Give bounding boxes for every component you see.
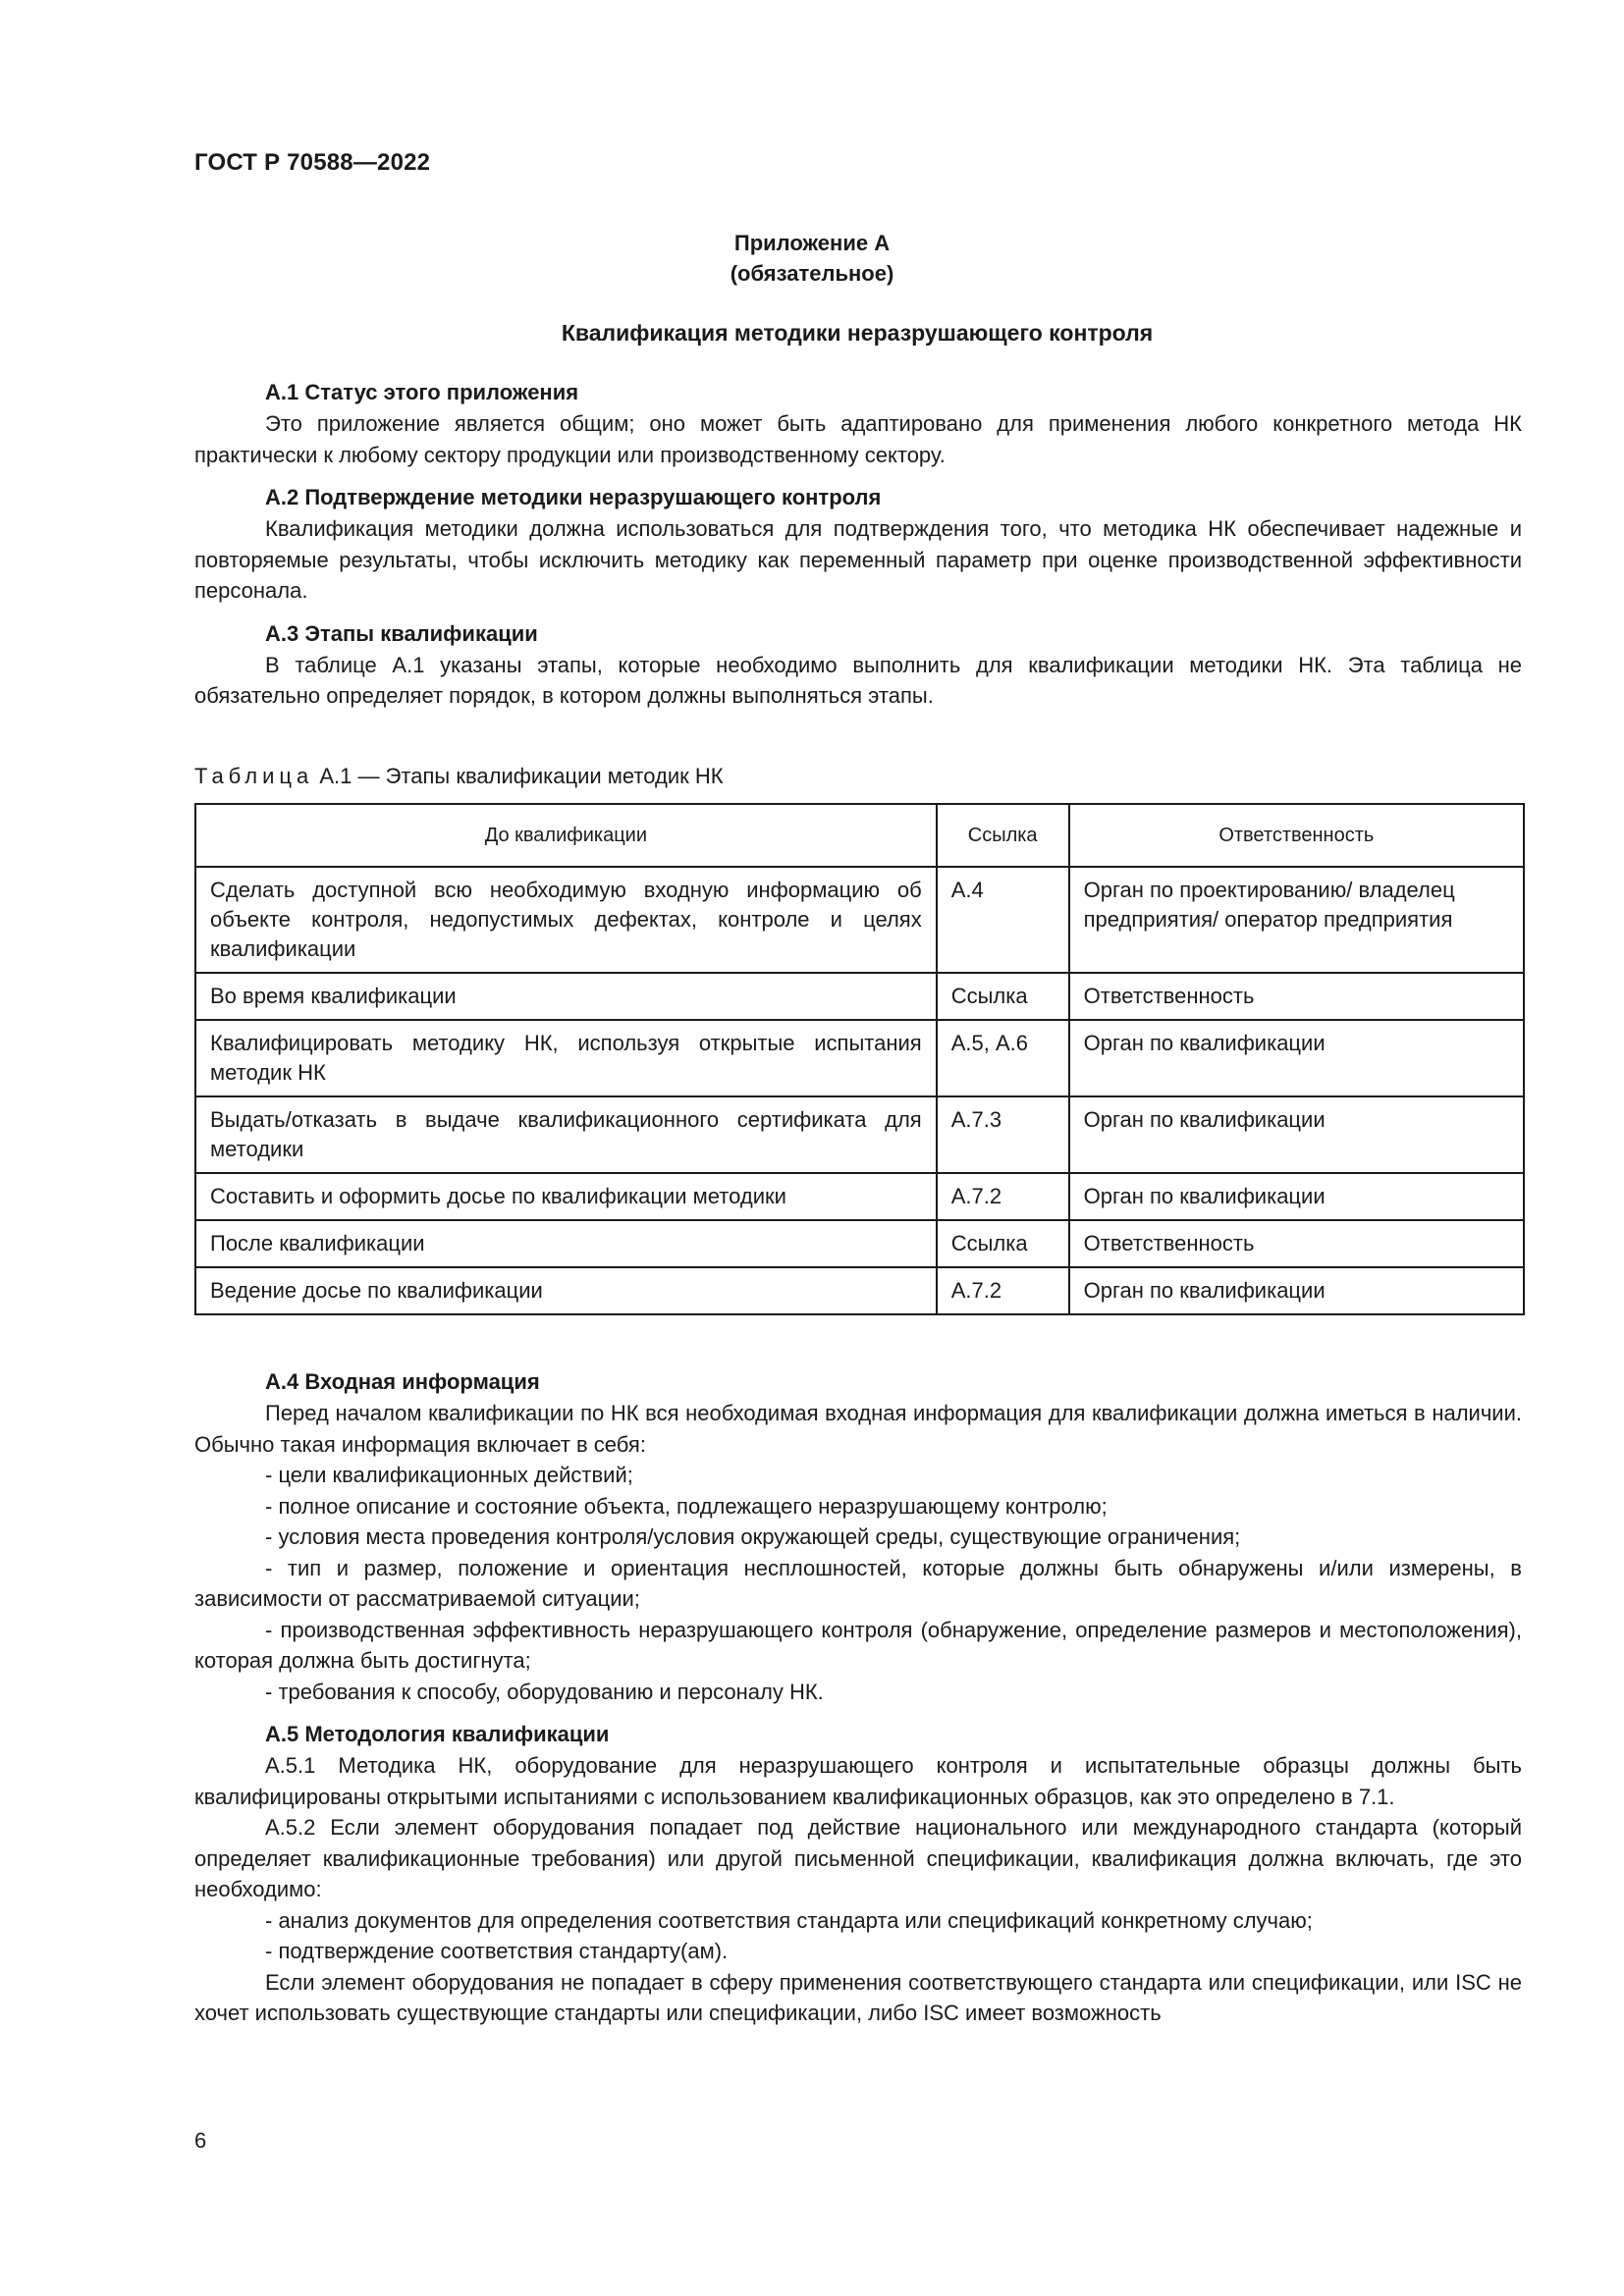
table-cell-step: После квалификации: [195, 1220, 937, 1267]
document-code: ГОСТ Р 70588—2022: [194, 149, 431, 176]
table-cell-reference: А.7.2: [937, 1173, 1069, 1220]
table-caption: [194, 764, 724, 789]
appendix-title: Квалификация методики неразрушающего контроля: [561, 320, 1154, 346]
table-cell-step: Сделать доступной всю необходимую входную информацию об объекте контроля, недопустимых дефектах, контроле и целях квалификации: [195, 867, 937, 973]
column-header-responsibility: Ответственность: [1069, 804, 1524, 867]
page-number: 6: [194, 2128, 207, 2153]
section-a4-intro: Перед началом квалификации по НК вся необходимая входная информация для квалификации должна иметься в наличии. Обычно такая информация включает в себя:: [194, 1401, 1522, 1457]
table-cell-step: Квалифицировать методику НК, используя открытые испытания методик НК: [195, 1020, 937, 1096]
section-a5-paragraph-1: А.5.1 Методика НК, оборудование для неразрушающего контроля и испытательные образцы должны быть квалифицированы открытыми испытаниями с использованием квалификационных образцов, как это определено в 7.1.: [194, 1753, 1522, 1809]
table-row: [195, 1096, 1524, 1173]
section-a1-heading: А.1 Статус этого приложения: [265, 380, 579, 404]
section-a5-paragraph-2: А.5.2 Если элемент оборудования попадает под действие национального или международного стандарта (который определяет квалификационные требования) или другой письменной спецификации, квалификация должна включать, где это необходимо:: [194, 1815, 1522, 1901]
table-cell-reference: А.5, А.6: [937, 1020, 1069, 1096]
section-a3-heading: А.3 Этапы квалификации: [265, 620, 538, 646]
table-cell-reference: Ссылка: [937, 1220, 1069, 1267]
table-header-row: [195, 804, 1524, 867]
sections-a4-a5: [194, 1366, 1522, 2029]
table-cell-reference: А.7.3: [937, 1096, 1069, 1173]
table-cell-responsibility: Ответственность: [1069, 1220, 1524, 1267]
table-cell-responsibility: Орган по квалификации: [1069, 1096, 1524, 1173]
appendix-heading: [0, 228, 1624, 289]
table-cell-step: Ведение досье по квалификации: [195, 1267, 937, 1314]
table-cell-reference: Ссылка: [937, 973, 1069, 1020]
list-item: - производственная эффективность неразрушающего контроля (обнаружение, определение размеров и местоположения), которая должна быть достигнута;: [194, 1617, 1522, 1673]
section-a1-text: Это приложение является общим; оно может быть адаптировано для применения любого конкретного метода НК практически к любому сектору продукции или производственному сектору.: [194, 411, 1522, 467]
section-a2-text: Квалификация методики должна использоваться для подтверждения того, что методика НК обеспечивает надежные и повторяемые результаты, чтобы исключить методику как переменный параметр при оценке производственной эффективности персонала.: [194, 516, 1522, 603]
table-cell-step: Выдать/отказать в выдаче квалификационного сертификата для методики: [195, 1096, 937, 1173]
section-a5-paragraph-3: Если элемент оборудования не попадает в сферу применения соответствующего стандарта или спецификации, или ISC не хочет использовать существующие стандарты или спецификации, либо ISC имеет возможность: [194, 1969, 1522, 2025]
section-a4-heading: А.4 Входная информация: [265, 1369, 540, 1394]
list-item: - тип и размер, положение и ориентация несплошностей, которые должны быть обнаружены и/или измерены, в зависимости от рассматриваемой ситуации;: [194, 1555, 1522, 1611]
table-row: [195, 1267, 1524, 1314]
table-row: [195, 1220, 1524, 1267]
list-item: - требования к способу, оборудованию и персоналу НК.: [265, 1679, 824, 1704]
list-item: - анализ документов для определения соответствия стандарта или спецификаций конкретному случаю;: [265, 1907, 1313, 1933]
table-cell-reference: А.7.2: [937, 1267, 1069, 1314]
table-cell-responsibility: Ответственность: [1069, 973, 1524, 1020]
table-row: [195, 867, 1524, 973]
appendix-label: Приложение А: [733, 231, 891, 255]
list-item: - условия места проведения контроля/условия окружающей среды, существующие ограничения;: [265, 1524, 1241, 1549]
section-a2-heading: А.2 Подтверждение методики неразрушающего контроля: [265, 485, 882, 509]
appendix-status: (обязательное): [730, 261, 894, 286]
sections-a1-a3: [194, 377, 1522, 712]
table-caption-prefix: Таблица: [194, 764, 314, 788]
section-a3-text: В таблице А.1 указаны этапы, которые необходимо выполнить для квалификации методики НК. Эта таблица не обязательно определяет порядок, в котором должны выполняться этапы.: [194, 652, 1522, 708]
table-cell-responsibility: Орган по квалификации: [1069, 1173, 1524, 1220]
table-caption-text: А.1 — Этапы квалификации методик НК: [313, 764, 724, 788]
list-item: - подтверждение соответствия стандарту(ам).: [265, 1939, 729, 1963]
column-header-reference: Ссылка: [937, 804, 1069, 867]
table-row: [195, 1173, 1524, 1220]
list-item: - цели квалификационных действий;: [265, 1463, 633, 1487]
section-a5-heading: А.5 Методология квалификации: [265, 1722, 610, 1746]
table-cell-step: Во время квалификации: [195, 973, 937, 1020]
qualification-steps-table: [194, 803, 1525, 1315]
table-cell-responsibility: Орган по квалификации: [1069, 1267, 1524, 1314]
column-header-before: До квалификации: [195, 804, 937, 867]
list-item: - полное описание и состояние объекта, подлежащего неразрушающему контролю;: [265, 1493, 1108, 1519]
table-row: [195, 973, 1524, 1020]
table-cell-responsibility: Орган по квалификации: [1069, 1020, 1524, 1096]
table-cell-reference: А.4: [937, 867, 1069, 973]
table-cell-step: Составить и оформить досье по квалификации методики: [195, 1173, 937, 1220]
table-cell-responsibility: Орган по проектированию/ владелец предприятия/ оператор предприятия: [1069, 867, 1524, 973]
table-row: [195, 1020, 1524, 1096]
